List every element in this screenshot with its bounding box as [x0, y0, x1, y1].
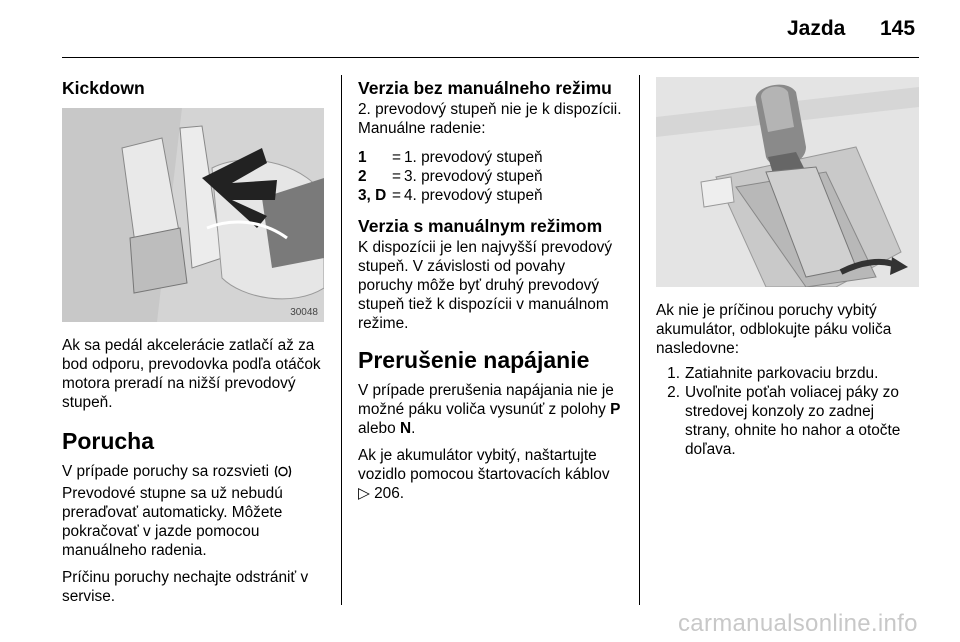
running-header-title: Jazda	[787, 17, 846, 40]
selector-lever-figure	[656, 77, 919, 287]
battery-paragraph	[358, 446, 624, 503]
header-rule	[62, 57, 919, 58]
gear-eq: =	[392, 149, 401, 166]
section-heading-manual: Verzia s manuálnym režimom	[358, 216, 603, 236]
unlock-intro: Ak nie je príčinou poruchy vybitý akumulátor, odblokujte páku voliča nasledovne:	[656, 302, 892, 357]
kickdown-pedal-figure	[62, 108, 324, 322]
gear-value: 4. prevodový stupeň	[404, 187, 543, 204]
section-heading-power-interruption: Prerušenie napájanie	[358, 347, 590, 373]
battery-text: Ak je akumulátor vybitý, naštartujte vozidlo pomocou štartovacích káblov	[358, 447, 610, 483]
section-heading-no-manual: Verzia bez manuálneho režimu	[358, 78, 612, 98]
gear-key: 2	[358, 168, 367, 185]
column-1	[62, 79, 324, 100]
fault-paragraph	[62, 462, 326, 560]
page-number: 145	[880, 17, 916, 40]
step-number: 2.	[667, 384, 680, 401]
list-item	[656, 383, 922, 459]
gear-value: 1. prevodový stupeň	[404, 149, 543, 166]
list-item	[656, 364, 922, 383]
fault-text-a: V prípade poruchy sa rozsvieti	[62, 463, 270, 480]
kickdown-paragraph: Ak sa pedál akcelerácie zatlačí až za bod odporu, prevodovka podľa otáčok motora preradí na nižší prevodový stupeň.	[62, 337, 321, 411]
figure-number: 30048	[290, 307, 318, 318]
power-paragraph	[358, 381, 624, 438]
gearbox-fault-icon	[273, 464, 293, 484]
fault-text-b: Prevodové stupne sa už nebudú preraďovať automaticky. Môžete pokračovať v jazde pomocou manuálneho radenia.	[62, 485, 283, 559]
position-p: P	[610, 401, 621, 418]
section-heading-fault: Porucha	[62, 428, 155, 454]
position-n: N	[399, 420, 412, 437]
column-divider	[341, 75, 342, 605]
service-paragraph: Príčinu poruchy nechajte odstrániť v servise.	[62, 569, 309, 605]
power-text-mid: alebo	[358, 420, 396, 437]
column-2	[358, 79, 624, 511]
gear-eq: =	[392, 187, 401, 204]
gear-key: 1	[358, 149, 367, 166]
manual-paragraph: K dispozícii je len najvyšší prevodový stupeň. V závislosti od povahy poruchy môže byť druhý prevodový stupeň tiež k dispozícii v manuálnom režime.	[358, 239, 613, 332]
step-text: Uvoľnite poťah voliacej páky zo stredovej konzoly zo zadnej strany, ohnite ho nahor a otočte doľava.	[685, 384, 901, 458]
section-heading-kickdown: Kickdown	[62, 78, 145, 98]
page-ref-arrow-icon: ▷	[358, 485, 370, 502]
page-reference[interactable]: 206.	[374, 485, 405, 502]
step-number: 1.	[667, 365, 680, 382]
gear-table	[358, 148, 624, 205]
gear-eq: =	[392, 168, 401, 185]
column-1-body	[62, 336, 326, 614]
unlock-steps	[656, 364, 922, 459]
gear-value: 3. prevodový stupeň	[404, 168, 543, 185]
power-text-end: .	[411, 420, 416, 437]
no-manual-intro: 2. prevodový stupeň nie je k dispozícii. Manuálne radenie:	[358, 101, 622, 137]
column-3	[656, 301, 922, 459]
watermark: carmanualsonline.info	[678, 610, 918, 637]
step-text: Zatiahnite parkovaciu brzdu.	[685, 365, 879, 382]
gear-key: 3, D	[358, 187, 387, 204]
power-text: V prípade prerušenia napájania nie je možné páku voliča vysunúť z polohy	[358, 382, 614, 418]
column-divider	[639, 75, 640, 605]
